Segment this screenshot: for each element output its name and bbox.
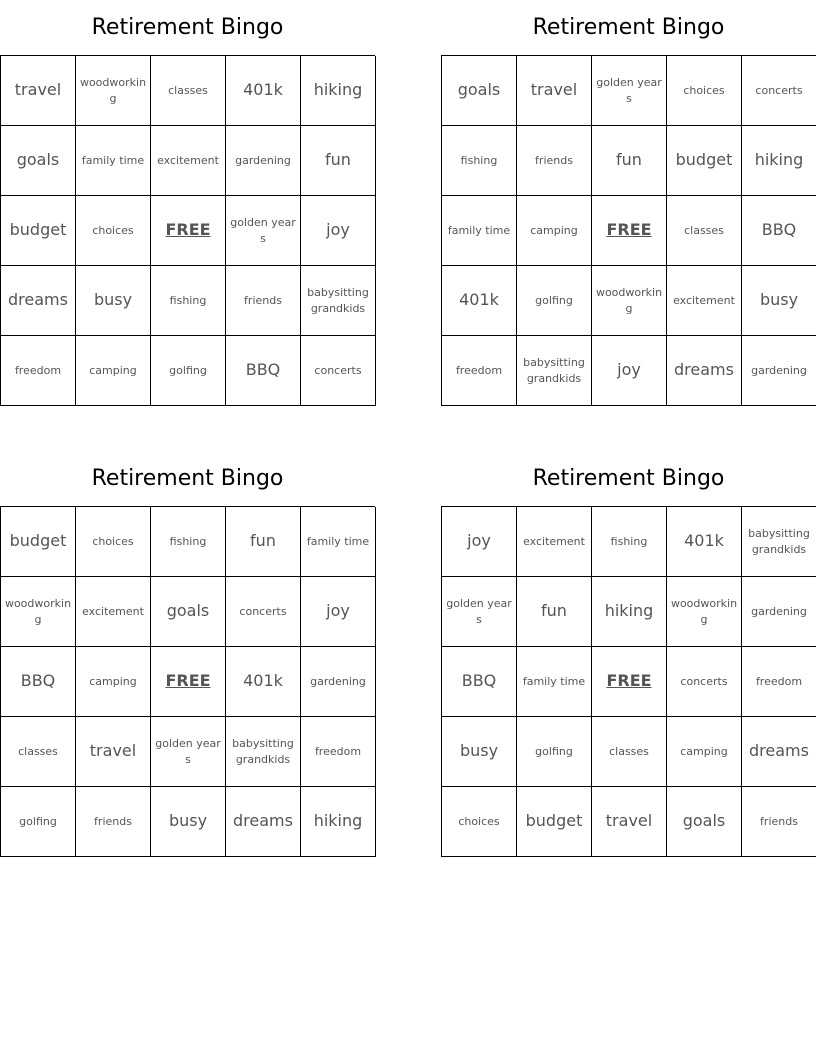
bingo-cell: budget bbox=[667, 126, 742, 196]
bingo-cell: fishing bbox=[151, 507, 226, 577]
bingo-cell: fishing bbox=[151, 266, 226, 336]
bingo-cell: travel bbox=[517, 56, 592, 126]
bingo-cell: excitement bbox=[76, 577, 151, 647]
card-title: Retirement Bingo bbox=[91, 466, 284, 491]
bingo-cell: fun bbox=[226, 507, 301, 577]
bingo-cell: BBQ bbox=[442, 647, 517, 717]
bingo-cell: travel bbox=[1, 56, 76, 126]
bingo-cell: choices bbox=[667, 56, 742, 126]
bingo-cell: golfing bbox=[517, 717, 592, 787]
bingo-cell: hiking bbox=[742, 126, 816, 196]
bingo-cell: babysitting grandkids bbox=[517, 336, 592, 406]
bingo-cell: concerts bbox=[226, 577, 301, 647]
bingo-cell: family time bbox=[517, 647, 592, 717]
bingo-cell: dreams bbox=[226, 787, 301, 857]
bingo-card bbox=[0, 451, 375, 857]
bingo-cell: goals bbox=[442, 56, 517, 126]
bingo-cell: gardening bbox=[742, 336, 816, 406]
bingo-cell: excitement bbox=[667, 266, 742, 336]
bingo-cell: classes bbox=[1, 717, 76, 787]
bingo-cell: babysitting grandkids bbox=[742, 507, 816, 577]
bingo-cell: hiking bbox=[592, 577, 667, 647]
bingo-cell: golden years bbox=[442, 577, 517, 647]
bingo-cell: BBQ bbox=[742, 196, 816, 266]
bingo-cell: 401k bbox=[667, 507, 742, 577]
bingo-card bbox=[0, 0, 375, 406]
free-cell: FREE bbox=[151, 647, 226, 717]
bingo-cell: freedom bbox=[442, 336, 517, 406]
bingo-cell: hiking bbox=[301, 787, 376, 857]
bingo-grid bbox=[0, 506, 375, 857]
bingo-card bbox=[441, 451, 816, 857]
bingo-cell: joy bbox=[442, 507, 517, 577]
bingo-cell: busy bbox=[76, 266, 151, 336]
bingo-cell: freedom bbox=[301, 717, 376, 787]
bingo-cell: busy bbox=[442, 717, 517, 787]
bingo-cell: budget bbox=[1, 196, 76, 266]
bingo-cell: camping bbox=[76, 647, 151, 717]
bingo-cell: golden years bbox=[151, 717, 226, 787]
bingo-cell: golfing bbox=[517, 266, 592, 336]
bingo-cell: fishing bbox=[442, 126, 517, 196]
bingo-cell: excitement bbox=[517, 507, 592, 577]
bingo-cell: fishing bbox=[592, 507, 667, 577]
bingo-cell: travel bbox=[76, 717, 151, 787]
bingo-grid bbox=[441, 506, 816, 857]
free-cell: FREE bbox=[592, 647, 667, 717]
bingo-cell: excitement bbox=[151, 126, 226, 196]
bingo-cell: dreams bbox=[742, 717, 816, 787]
bingo-cell: friends bbox=[76, 787, 151, 857]
bingo-cell: concerts bbox=[301, 336, 376, 406]
bingo-cell: family time bbox=[301, 507, 376, 577]
bingo-cell: golfing bbox=[1, 787, 76, 857]
bingo-cell: joy bbox=[592, 336, 667, 406]
bingo-cell: choices bbox=[442, 787, 517, 857]
bingo-cell: goals bbox=[1, 126, 76, 196]
bingo-cell: fun bbox=[592, 126, 667, 196]
bingo-cell: 401k bbox=[226, 56, 301, 126]
bingo-cell: joy bbox=[301, 196, 376, 266]
bingo-cell: classes bbox=[667, 196, 742, 266]
card-title: Retirement Bingo bbox=[91, 15, 284, 40]
card-title: Retirement Bingo bbox=[532, 15, 725, 40]
bingo-cell: goals bbox=[151, 577, 226, 647]
bingo-cell: goals bbox=[667, 787, 742, 857]
bingo-cell: golfing bbox=[151, 336, 226, 406]
bingo-cell: golden years bbox=[592, 56, 667, 126]
free-cell: FREE bbox=[592, 196, 667, 266]
bingo-cell: busy bbox=[151, 787, 226, 857]
bingo-cell: gardening bbox=[301, 647, 376, 717]
bingo-cell: BBQ bbox=[226, 336, 301, 406]
bingo-cell: travel bbox=[592, 787, 667, 857]
bingo-cell: family time bbox=[442, 196, 517, 266]
bingo-cell: gardening bbox=[742, 577, 816, 647]
bingo-cell: camping bbox=[76, 336, 151, 406]
bingo-cell: budget bbox=[1, 507, 76, 577]
bingo-cell: joy bbox=[301, 577, 376, 647]
bingo-cell: golden years bbox=[226, 196, 301, 266]
bingo-cell: gardening bbox=[226, 126, 301, 196]
bingo-cell: friends bbox=[226, 266, 301, 336]
bingo-cell: babysitting grandkids bbox=[226, 717, 301, 787]
bingo-cell: freedom bbox=[1, 336, 76, 406]
bingo-cell: fun bbox=[517, 577, 592, 647]
bingo-cell: camping bbox=[667, 717, 742, 787]
bingo-cell: 401k bbox=[226, 647, 301, 717]
bingo-cell: choices bbox=[76, 507, 151, 577]
bingo-cell: classes bbox=[151, 56, 226, 126]
bingo-cell: concerts bbox=[742, 56, 816, 126]
bingo-cell: woodworking bbox=[1, 577, 76, 647]
bingo-cell: busy bbox=[742, 266, 816, 336]
bingo-grid bbox=[441, 55, 816, 406]
bingo-cell: dreams bbox=[667, 336, 742, 406]
bingo-cell: friends bbox=[517, 126, 592, 196]
bingo-cell: BBQ bbox=[1, 647, 76, 717]
bingo-cell: fun bbox=[301, 126, 376, 196]
bingo-cell: choices bbox=[76, 196, 151, 266]
bingo-cell: woodworking bbox=[76, 56, 151, 126]
bingo-cell: 401k bbox=[442, 266, 517, 336]
bingo-cell: camping bbox=[517, 196, 592, 266]
bingo-cell: babysitting grandkids bbox=[301, 266, 376, 336]
bingo-cell: dreams bbox=[1, 266, 76, 336]
bingo-cell: freedom bbox=[742, 647, 816, 717]
free-cell: FREE bbox=[151, 196, 226, 266]
card-title: Retirement Bingo bbox=[532, 466, 725, 491]
bingo-cell: woodworking bbox=[592, 266, 667, 336]
bingo-cell: family time bbox=[76, 126, 151, 196]
bingo-grid bbox=[0, 55, 375, 406]
bingo-cell: classes bbox=[592, 717, 667, 787]
bingo-cell: friends bbox=[742, 787, 816, 857]
bingo-cell: concerts bbox=[667, 647, 742, 717]
bingo-card bbox=[441, 0, 816, 406]
bingo-cell: hiking bbox=[301, 56, 376, 126]
bingo-cell: budget bbox=[517, 787, 592, 857]
bingo-cell: woodworking bbox=[667, 577, 742, 647]
